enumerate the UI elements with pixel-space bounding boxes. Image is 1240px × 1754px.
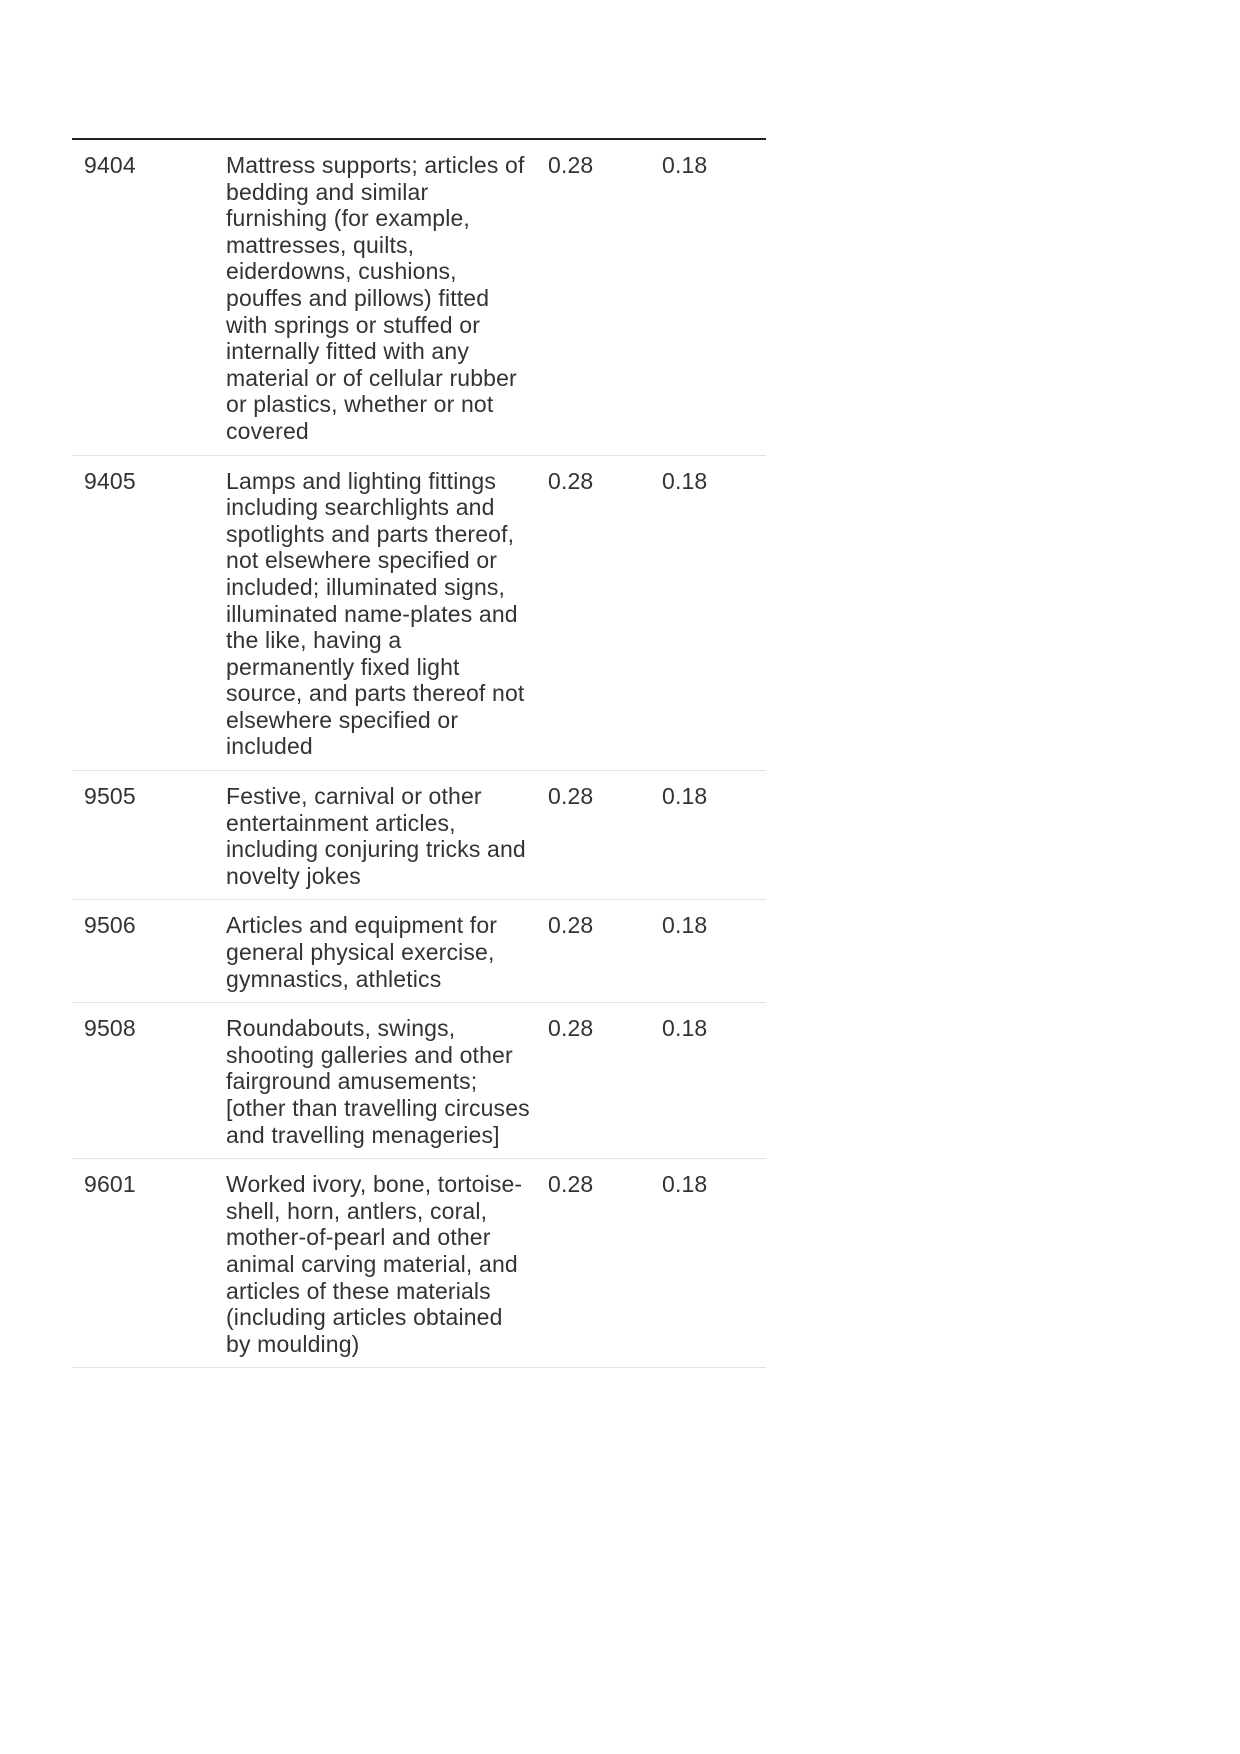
rate-a-cell: 0.28	[548, 912, 594, 939]
hs-code-cell: 9508	[84, 1015, 136, 1042]
description-cell: Roundabouts, swings, shooting galleries and other fairground amusements; [other than travelling circuses and travelling menageries]	[226, 1015, 530, 1148]
table-row	[72, 1159, 766, 1368]
table-row	[72, 140, 766, 456]
description-cell: Festive, carnival or other entertainment articles, including conjuring tricks and novelty jokes	[226, 783, 526, 889]
table-row	[72, 900, 766, 1003]
rate-b-cell: 0.18	[662, 152, 708, 178]
rate-a-cell: 0.28	[548, 1015, 594, 1042]
rate-b-cell: 0.18	[662, 1015, 708, 1042]
hs-code-cell: 9505	[84, 783, 136, 810]
rate-a-cell: 0.28	[548, 467, 594, 494]
rate-b-cell: 0.18	[662, 1171, 708, 1198]
rate-a-cell: 0.28	[548, 783, 594, 810]
hs-code-cell: 9405	[84, 467, 136, 494]
description-cell: Worked ivory, bone, tortoise-shell, horn, antlers, coral, mother-of-pearl and other animal carving material, and articles of these materials (including articles obtained by moulding)	[226, 1171, 523, 1357]
description-cell: Articles and equipment for general physical exercise, gymnastics, athletics	[226, 912, 498, 992]
rate-a-cell: 0.28	[548, 1171, 594, 1198]
hs-code-cell: 9601	[84, 1171, 136, 1198]
table-row	[72, 456, 766, 772]
table-row	[72, 1003, 766, 1159]
table-row	[72, 771, 766, 900]
document-page	[72, 138, 766, 1368]
description-cell: Lamps and lighting fittings including searchlights and spotlights and parts thereof, not elsewhere specified or included; illuminated signs, illuminated name-plates and the like, having a permanently fixed light source, and parts thereof not elsewhere specified or included	[226, 467, 525, 760]
rate-b-cell: 0.18	[662, 783, 708, 810]
rate-b-cell: 0.18	[662, 912, 708, 939]
rate-a-cell: 0.28	[548, 152, 594, 178]
hs-code-cell: 9506	[84, 912, 136, 939]
description-cell: Mattress supports; articles of bedding and similar furnishing (for example, mattresses, quilts, eiderdowns, cushions, pouffes and pillows) fitted with springs or stuffed or internally fitted with any material or of cellular rubber or plastics, whether or not covered	[226, 152, 525, 444]
hs-code-cell: 9404	[84, 152, 136, 178]
rate-b-cell: 0.18	[662, 467, 708, 494]
